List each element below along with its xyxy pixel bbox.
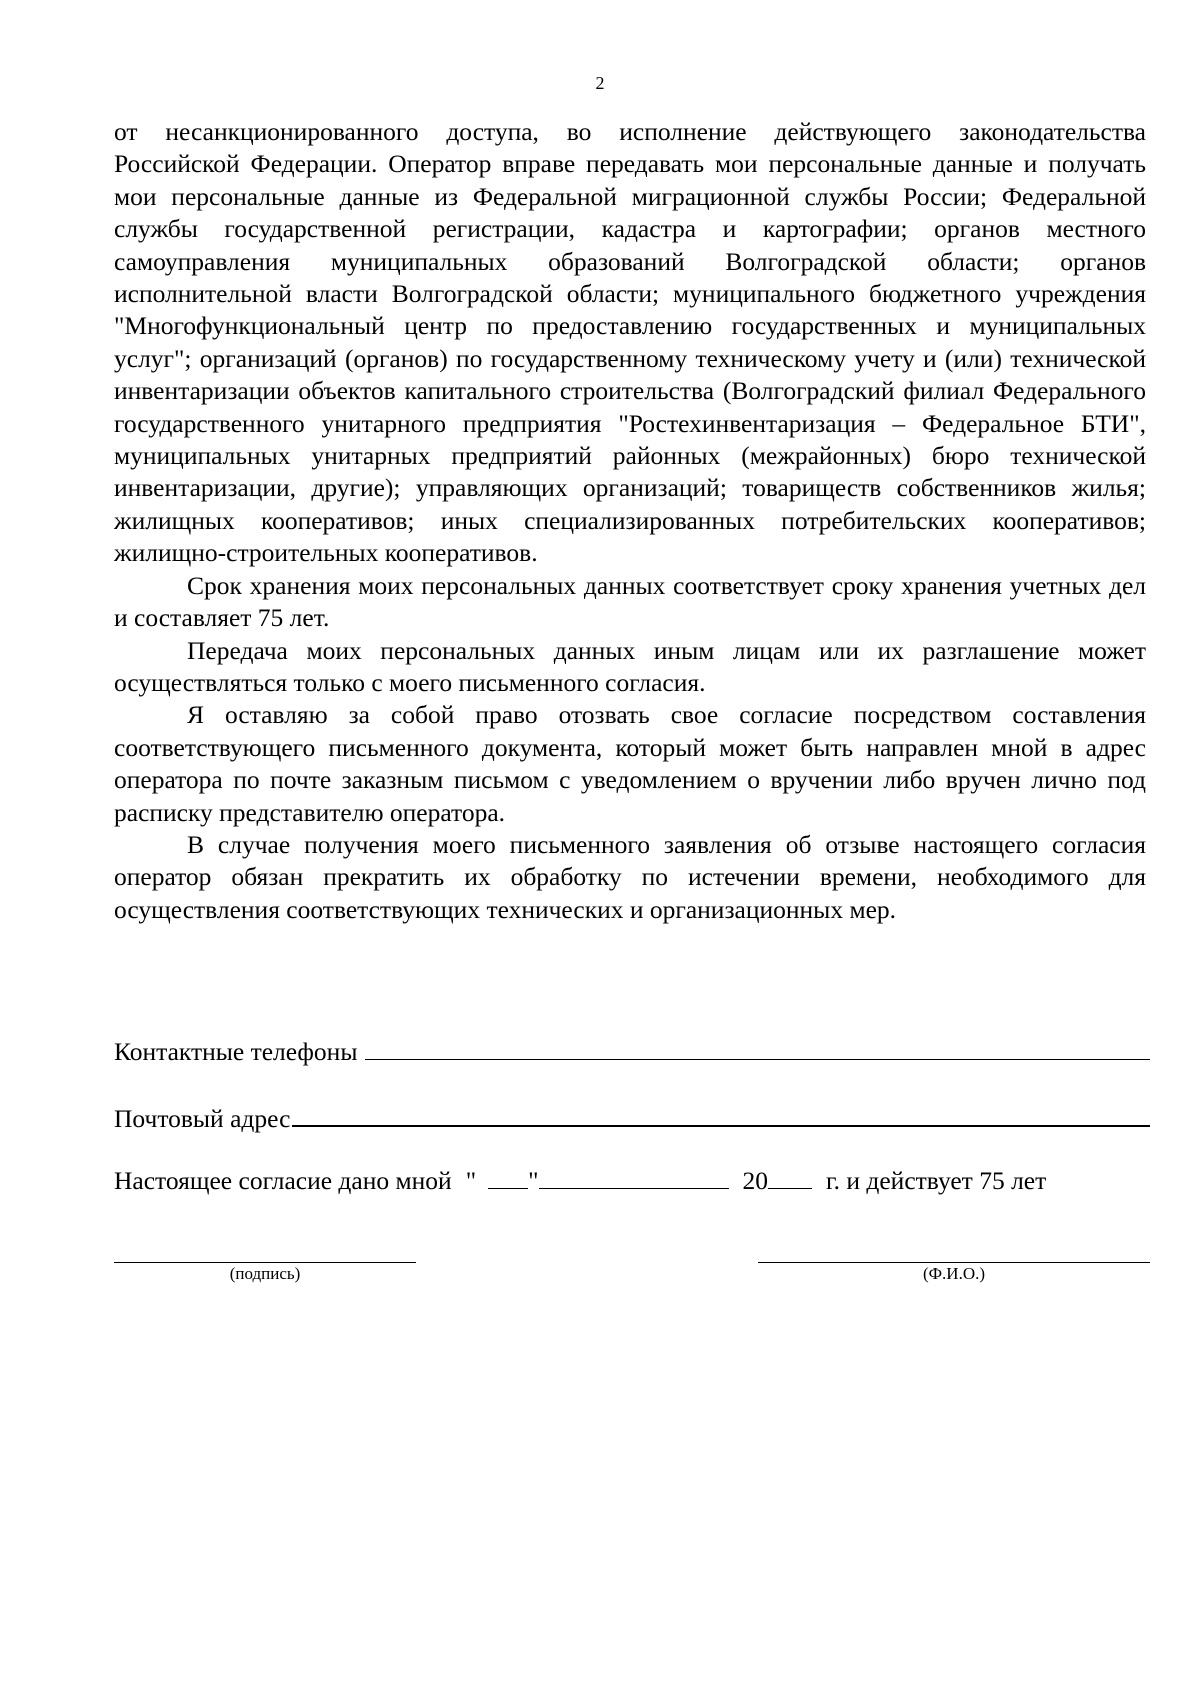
quote-close: " bbox=[528, 1166, 539, 1195]
month-blank[interactable] bbox=[539, 1166, 729, 1189]
consent-date-prefix: Настоящее согласие дано мной bbox=[114, 1166, 452, 1195]
full-name-caption: (Ф.И.О.) bbox=[922, 1264, 986, 1283]
paragraph-data-transfer: от несанкционированного доступа, во исполнение действующего законодательства Российской Федерации. Оператор вправе передавать мои персональные данные и получать мои персональные данные из Федеральной миграционной службы России; Федеральной службы государственной регистрации, кадастра и картографии; органов местного самоуправления муниципальных образований Волгоградской области; органов исполнительной власти Волгоградской области; муниципального бюджетного учреждения "Многофункциональный центр по предоставлению государственных и муниципальных услуг"; организаций (органов) по государственному техническому учету и (или) технической инвентаризации объектов капитального строительства (Волгоградский филиал Федерального государственного унитарного предприятия "Ростехинвентаризация – Федеральное БТИ", муниципальных унитарных предприятий районных (межрайонных) бюро технической инвентаризации, другие); управляющих организаций; товариществ собственников жилья; жилищных кооперативов; иных специализированных потребительских кооперативов; жилищно-строительных кооперативов. bbox=[114, 117, 1146, 568]
postal-address-blank-line[interactable] bbox=[292, 1101, 1150, 1127]
contact-phones-label: Контактные телефоны bbox=[114, 1037, 358, 1066]
page-number: 2 bbox=[595, 73, 605, 93]
quote-open: " bbox=[465, 1166, 477, 1195]
consent-date-suffix: г. и действует 75 лет bbox=[826, 1166, 1047, 1195]
signature-caption: (подпись) bbox=[229, 1264, 301, 1283]
consent-date-line bbox=[114, 1165, 1154, 1197]
consent-body-text bbox=[114, 116, 1146, 926]
day-blank[interactable] bbox=[488, 1166, 528, 1189]
paragraph-storage-term: Срок хранения моих персональных данных соответствует сроку хранения учетных дел и составляет 75 лет. bbox=[114, 570, 1146, 633]
postal-address-label: Почтовый адрес bbox=[114, 1104, 291, 1133]
postal-address-field bbox=[114, 1101, 1150, 1135]
paragraph-withdrawal-processing: В случае получения моего письменного заявления об отзыве настоящего согласия оператор обязан прекратить их обработку по истечении времени, необходимого для осуществления соответствующих технических и организационных мер. bbox=[114, 829, 1146, 924]
full-name-line[interactable] bbox=[758, 1262, 1150, 1263]
signature-line[interactable] bbox=[114, 1262, 416, 1263]
paragraph-withdrawal-right: Я оставляю за собой право отозвать свое согласие посредством составления соответствующего письменного документа, который может быть направлен мной в адрес оператора по почте заказным письмом с уведомлением о вручении либо вручен лично под расписку представителю оператора. bbox=[114, 700, 1146, 827]
year-blank[interactable] bbox=[768, 1166, 812, 1189]
contact-phones-blank-line[interactable] bbox=[365, 1035, 1150, 1060]
year-prefix: 20 bbox=[742, 1166, 769, 1195]
paragraph-disclosure: Передача моих персональных данных иным лицам или их разглашение может осуществляться только с моего письменного согласия. bbox=[114, 635, 1146, 697]
contact-phones-field bbox=[114, 1035, 1150, 1068]
